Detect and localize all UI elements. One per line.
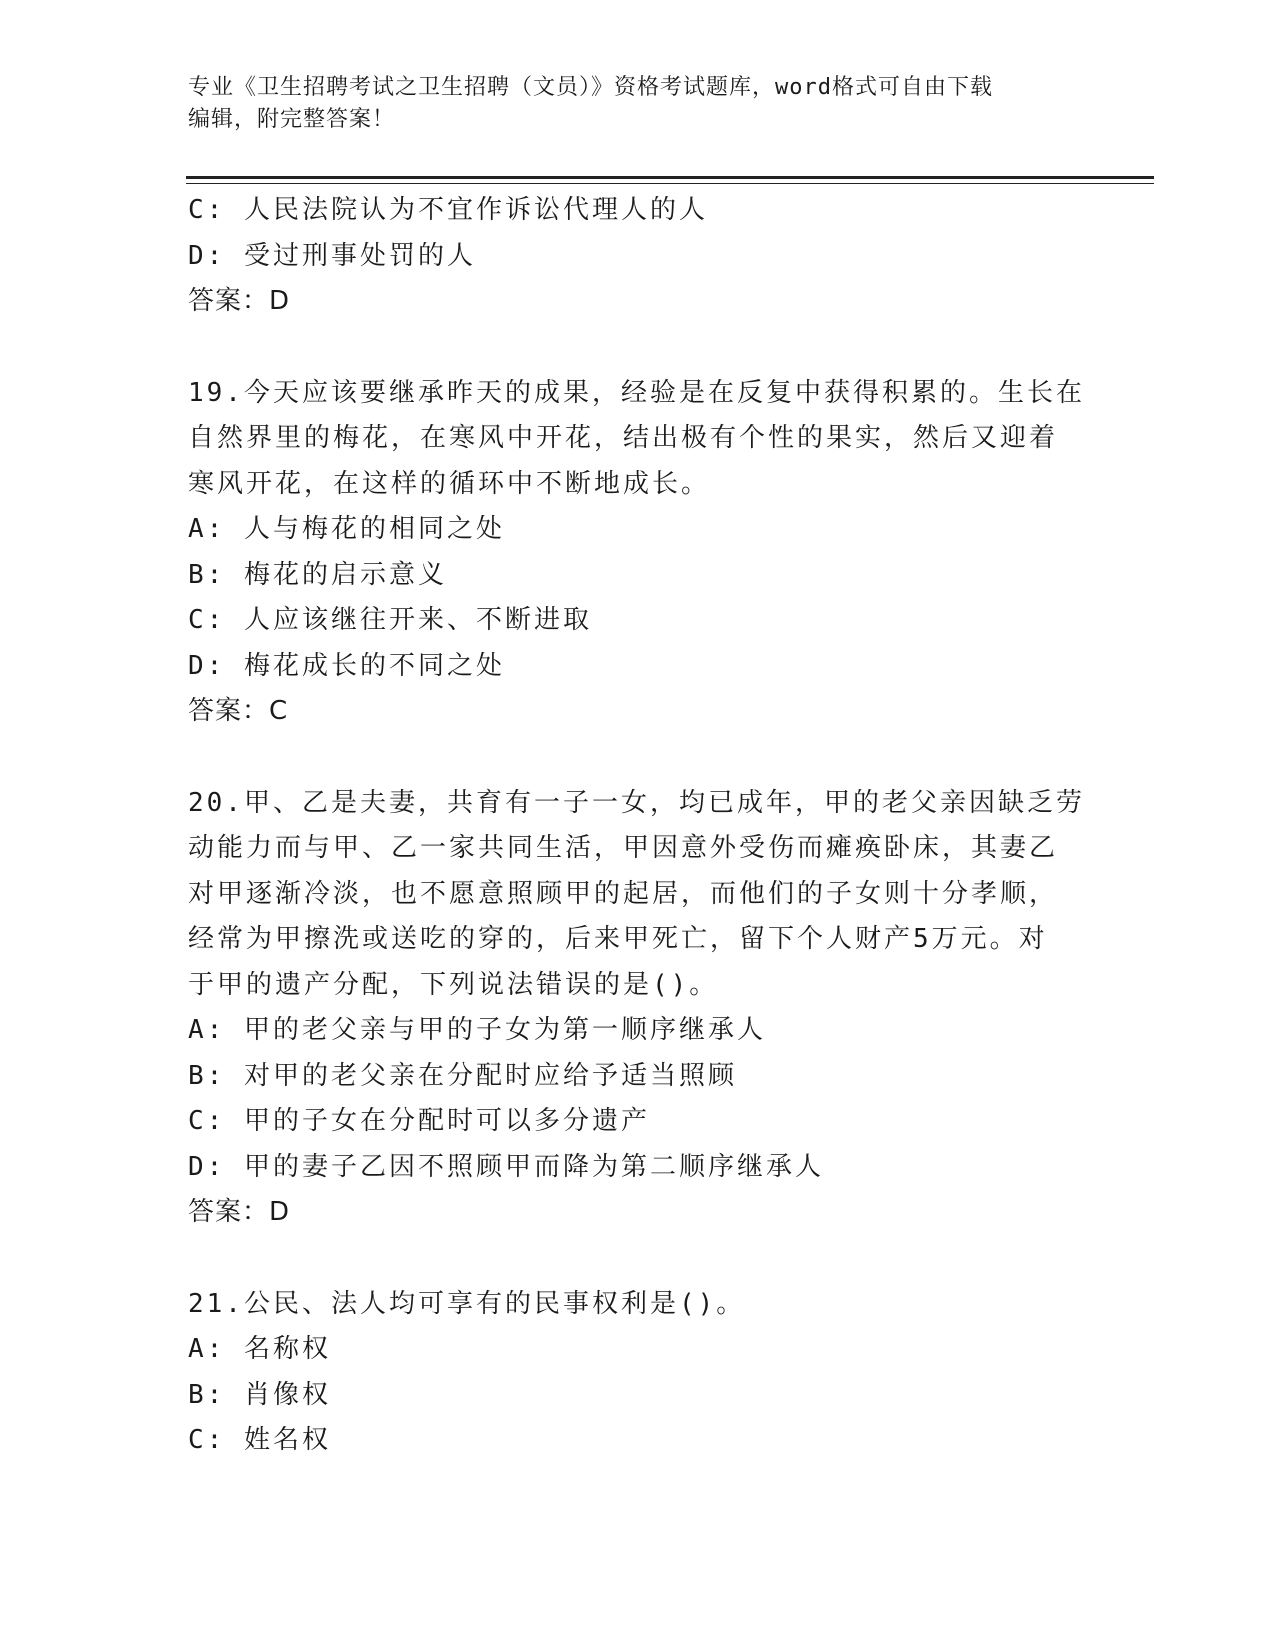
option-d: D: 梅花成长的不同之处	[188, 650, 505, 681]
option-b: B: 对甲的老父亲在分配时应给予适当照顾	[188, 1060, 737, 1091]
option-c: C: 甲的子女在分配时可以多分遗产	[188, 1106, 650, 1136]
option-a: A: 人与梅花的相同之处	[188, 514, 505, 544]
question-21	[188, 1282, 1088, 1464]
answer-label: 答案：D	[188, 1197, 291, 1227]
question-stem-line: 自然界里的梅花，在寒风中开花，结出极有个性的果实，然后又迎着	[188, 423, 1059, 453]
question-20	[188, 781, 1088, 1236]
spacer	[188, 1236, 1088, 1282]
answer-label: 答案：C	[188, 696, 289, 726]
question-stem: 21.公民、法人均可享有的民事权利是()。	[188, 1288, 746, 1319]
header-line-1: 专业《卫生招聘考试之卫生招聘（文员）》资格考试题库，word格式可自由下载	[188, 75, 993, 100]
question-stem-line: 经常为甲擦洗或送吃的穿的，后来甲死亡，留下个人财产5万元。对	[188, 924, 1048, 954]
header-line-2: 编辑，附完整答案！	[188, 107, 396, 132]
header-divider-thick	[186, 176, 1154, 179]
question-stem-line: 对甲逐渐冷淡，也不愿意照顾甲的起居，而他们的子女则十分孝顺，	[188, 878, 1059, 909]
header-divider-thin	[186, 183, 1154, 184]
option-c: C: 人民法院认为不宜作诉讼代理人的人	[188, 195, 708, 225]
question-list	[188, 188, 1088, 1464]
question-stem-line: 19.今天应该要继承昨天的成果，经验是在反复中获得积累的。生长在	[188, 377, 1085, 408]
question-19	[188, 371, 1088, 735]
option-c: C: 姓名权	[188, 1425, 331, 1455]
question-stem-line: 寒风开花，在这样的循环中不断地成长。	[188, 468, 711, 499]
answer-label: 答案：D	[188, 286, 291, 316]
spacer	[188, 735, 1088, 781]
question-stem-line: 于甲的遗产分配，下列说法错误的是()。	[188, 969, 719, 1000]
option-a: A: 甲的老父亲与甲的子女为第一顺序继承人	[188, 1015, 766, 1045]
option-b: B: 肖像权	[188, 1379, 331, 1410]
document-header	[188, 72, 1068, 136]
option-c: C: 人应该继往开来、不断进取	[188, 605, 592, 635]
spacer	[188, 325, 1088, 371]
option-d: D: 受过刑事处罚的人	[188, 240, 476, 271]
question-stem-line: 20.甲、乙是夫妻，共育有一子一女，均已成年，甲的老父亲因缺乏劳	[188, 787, 1085, 818]
question-18-tail	[188, 188, 1088, 325]
option-b: B: 梅花的启示意义	[188, 559, 447, 590]
question-stem-line: 动能力而与甲、乙一家共同生活，甲因意外受伤而瘫痪卧床，其妻乙	[188, 833, 1059, 863]
option-a: A: 名称权	[188, 1334, 331, 1364]
option-d: D: 甲的妻子乙因不照顾甲而降为第二顺序继承人	[188, 1151, 824, 1182]
